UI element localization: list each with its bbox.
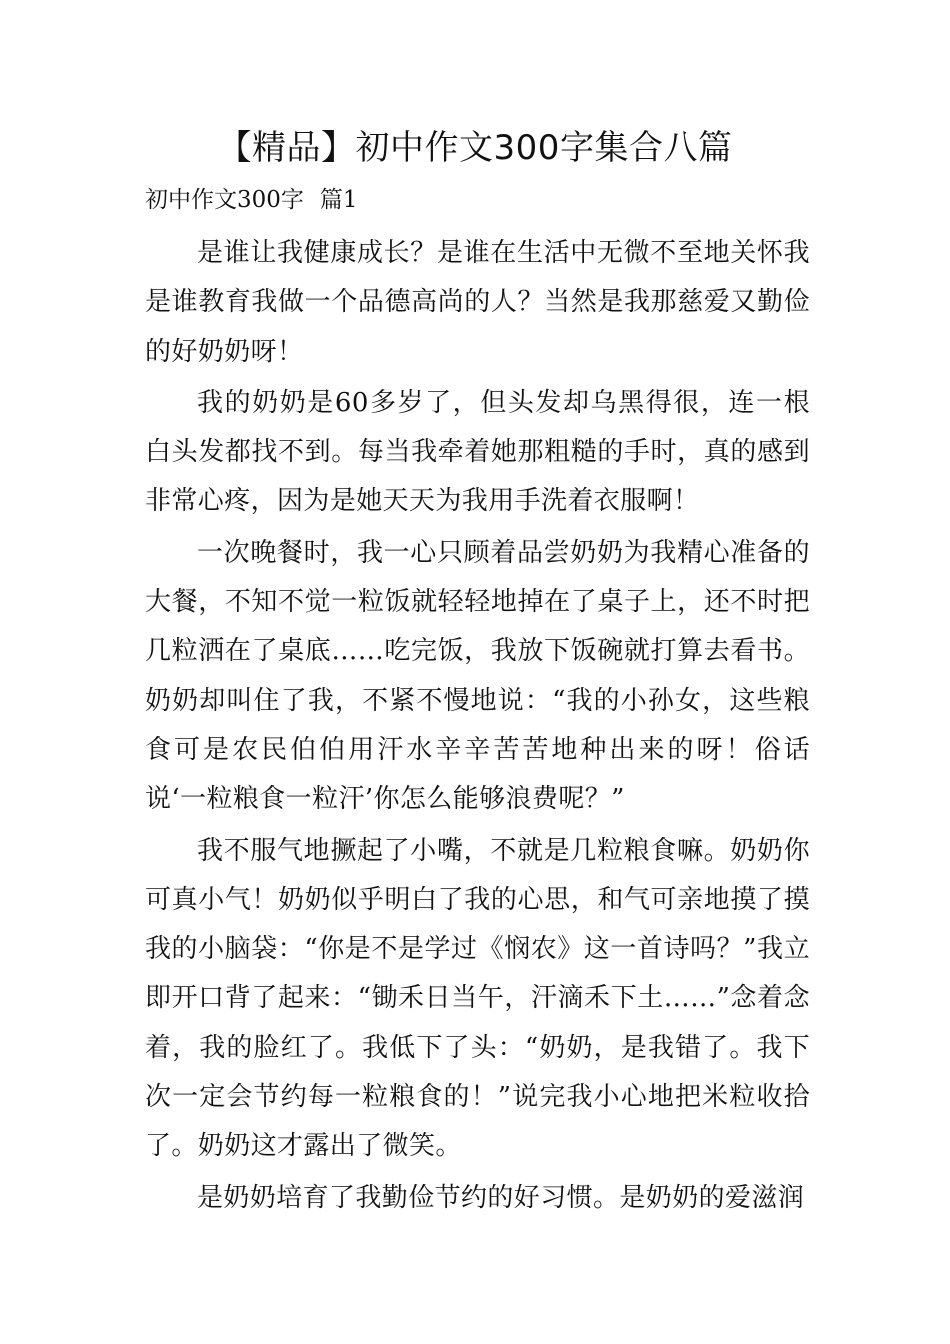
paragraph: 我不服气地撅起了小嘴，不就是几粒粮食嘛。奶奶你可真小气！奶奶似乎明白了我的心思，和气可亲地摸了摸我的小脑袋：“你是不是学过《悯农》这一首诗吗？”我立即开口背了起来：“锄禾日当午，汗滴禾下土……”念着念着，我的脸红了。我低下了头：“奶奶，是我错了。我下次一定会节约每一粒粮食的！”说完我小心地把米粒收拾了。奶奶这才露出了微笑。 bbox=[145, 835, 810, 1162]
article-body bbox=[145, 229, 810, 1223]
paragraph: 是奶奶培育了我勤俭节约的好习惯。是奶奶的爱滋润 bbox=[197, 1182, 805, 1213]
section-part-label: 篇1 bbox=[319, 187, 358, 213]
paragraph: 一次晚餐时，我一心只顾着品尝奶奶为我精心准备的大餐，不知不觉一粒饭就轻轻地掉在了桌子上，还不时把几粒洒在了桌底……吃完饭，我放下饭碗就打算去看书。奶奶却叫住了我，不紧不慢地说：“我的小孙女，这些粮食可是农民伯伯用汗水辛辛苦苦地种出来的呀！俗话说‘一粒粮食一粒汗’你怎么能够浪费呢？” bbox=[145, 537, 810, 815]
document-title: 【精品】初中作文300字集合八篇 bbox=[217, 128, 733, 168]
section-heading-text: 初中作文300字 bbox=[145, 187, 304, 213]
section-heading bbox=[145, 183, 358, 217]
paragraph: 是谁让我健康成长？是谁在生活中无微不至地关怀我是谁教育我做一个品德高尚的人？当然是我那慈爱又勤俭的好奶奶呀！ bbox=[145, 238, 810, 367]
paragraph: 我的奶奶是60多岁了，但头发却乌黑得很，连一根白头发都找不到。每当我牵着她那粗糙的手时，真的感到非常心疼，因为是她天天为我用手洗着衣服啊！ bbox=[145, 387, 810, 517]
